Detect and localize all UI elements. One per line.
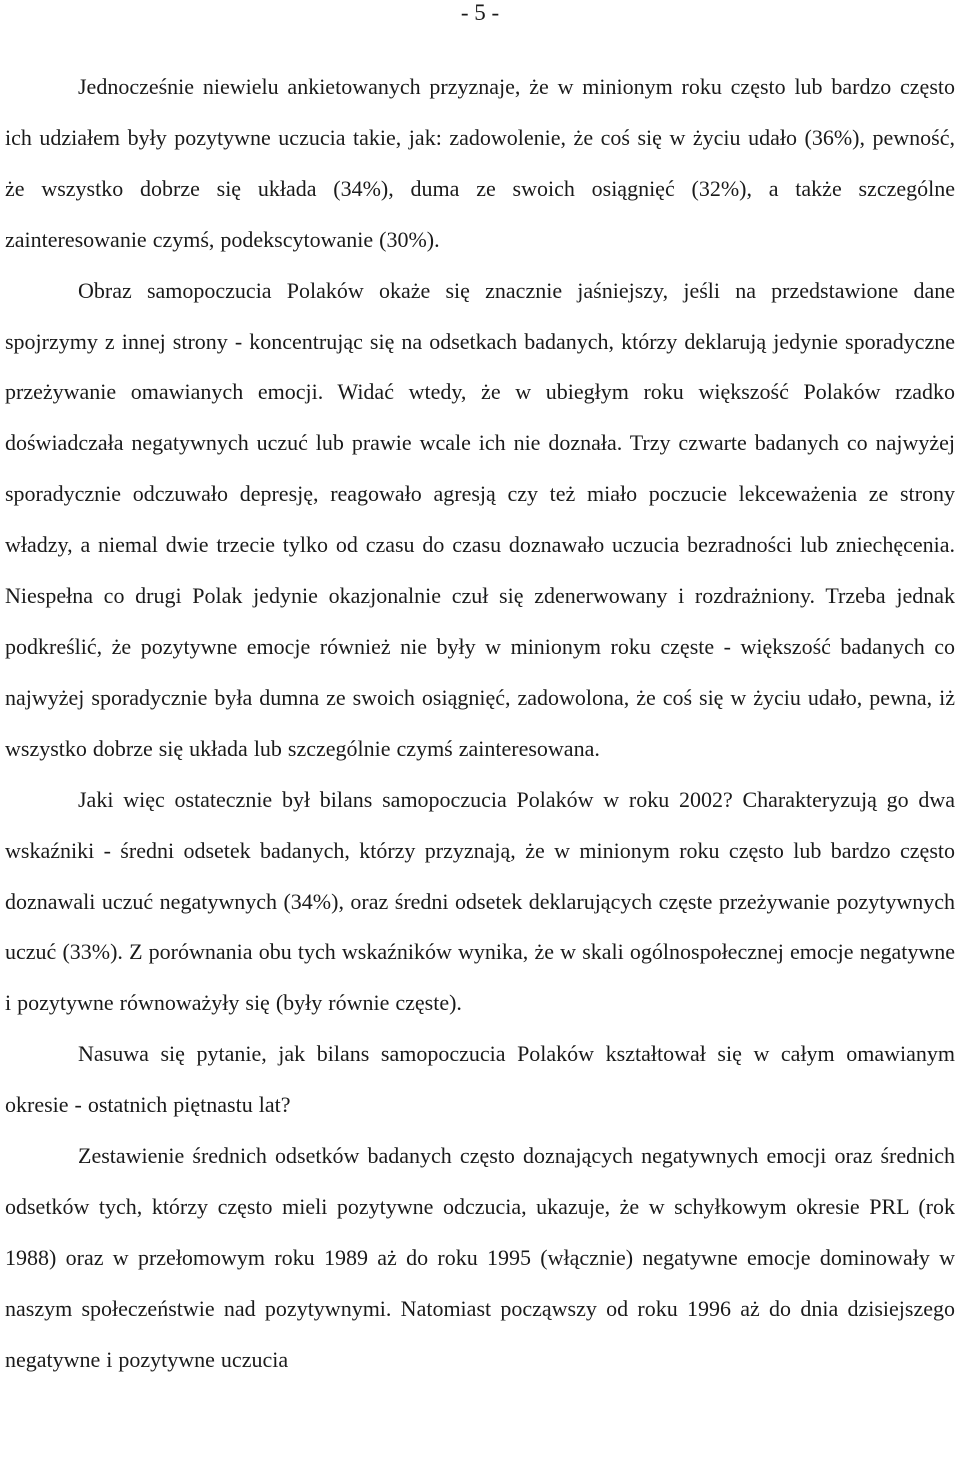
- paragraph-comparison: Zestawienie średnich odsetków badanych często doznających negatywnych emocji oraz średnich odsetków tych, którzy często mieli pozytywne odczucia, ukazuje, że w schyłkowym okresie PRL (rok 1988) oraz w przełomowym roku 1989 aż do roku 1995 (włącznie) negatywne emocje dominowały w naszym społeczeństwie nad pozytywnymi. Natomiast począwszy od roku 1996 aż do dnia dzisiejszego negatywne i pozytywne uczucia: [5, 1143, 955, 1372]
- paragraph-balance-2002: Jaki więc ostatecznie był bilans samopoczucia Polaków w roku 2002? Charakteryzują go dwa wskaźniki - średni odsetek badanych, którzy przyznają, że w minionym roku często lub bardzo często doznawali uczuć negatywnych (34%), oraz średni odsetek deklarujących częste przeżywanie pozytywnych uczuć (33%). Z porównania obu tych wskaźników wynika, że w skali ogólnospołecznej emocje negatywne i pozytywne równoważyły się (były równie częste).: [5, 786, 955, 1016]
- paragraph-positive-emotions: Jednocześnie niewielu ankietowanych przyznaje, że w minionym roku często lub bardzo często ich udziałem były pozytywne uczucia takie, jak: zadowolenie, że coś się w życiu udało (36%), pewność, że wszystko dobrze się układa (34%), duma ze swoich osiągnięć (32%), a także szczególne zainteresowanie czymś, podekscytowanie (30%).: [5, 74, 955, 252]
- page-number: - 5 -: [460, 0, 500, 25]
- paragraph-question: Nasuwa się pytanie, jak bilans samopoczucia Polaków kształtował się w całym omawianym okresie - ostatnich piętnastu lat?: [5, 1041, 955, 1118]
- paragraph-sporadic-emotions: Obraz samopoczucia Polaków okaże się znacznie jaśniejszy, jeśli na przedstawione dane spojrzymy z innej strony - koncentrując się na odsetkach badanych, którzy deklarują jedynie sporadyczne przeżywanie omawianych emocji. Widać wtedy, że w ubiegłym roku większość Polaków rzadko doświadczała negatywnych uczuć lub prawie wcale ich nie doznała. Trzy czwarte badanych co najwyżej sporadycznie odczuwało depresję, reagowało agresją czy też miało poczucie lekceważenia ze strony władzy, a niemal dwie trzecie tylko od czasu do czasu doznawało uczucia bezradności lub zniechęcenia. Niespełna co drugi Polak jedynie okazjonalnie czuł się zdenerwowany i rozdrażniony. Trzeba jednak podkreślić, że pozytywne emocje również nie były w minionym roku częste - większość badanych co najwyżej sporadycznie była dumna ze swoich osiągnięć, zadowolona, że coś się w życiu udało, pewna, iż wszystko dobrze się układa lub szczególnie czymś zainteresowana.: [5, 277, 955, 761]
- document-body: [5, 62, 955, 1386]
